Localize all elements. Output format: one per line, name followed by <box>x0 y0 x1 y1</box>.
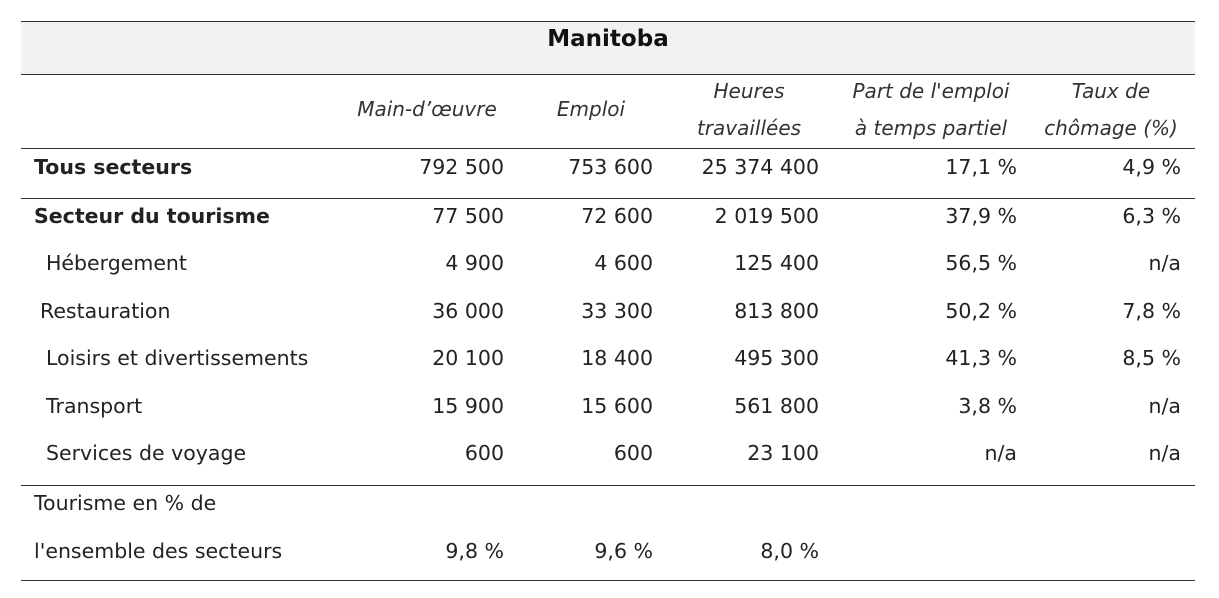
share-label-line1: Tourisme en % de <box>34 491 217 515</box>
header-hours-line1: Heures <box>713 79 785 103</box>
cell-hours: 495 300 <box>734 346 819 370</box>
cell-hours: 561 800 <box>734 394 819 418</box>
header-unemployment-line1: Taux de <box>1071 79 1151 103</box>
cell-hours: 813 800 <box>734 299 819 323</box>
header-hours-line2: travaillées <box>696 116 802 140</box>
cell-labor-force: 20 100 <box>432 346 504 370</box>
section-rule <box>21 198 1195 199</box>
cell-hours: 2 019 500 <box>714 204 819 228</box>
row-label-tourism-sector: Secteur du tourisme <box>34 204 270 228</box>
cell-employment: 33 300 <box>581 299 653 323</box>
cell-employment: 15 600 <box>581 394 653 418</box>
cell-labor-force: 77 500 <box>432 204 504 228</box>
cell-hours: 25 374 400 <box>701 155 819 179</box>
cell-part-time: n/a <box>984 441 1017 465</box>
header-part-time-line2: à temps partiel <box>854 116 1008 140</box>
header-part-time-line1: Part de l'emploi <box>852 79 1010 103</box>
row-label-transport: Transport <box>46 394 143 418</box>
cell-part-time: 50,2 % <box>945 299 1017 323</box>
share-label-line2: l'ensemble des secteurs <box>34 539 283 563</box>
cell-labor-force: 15 900 <box>432 394 504 418</box>
row-label-recreation: Loisirs et divertissements <box>46 346 309 370</box>
cell-part-time: 3,8 % <box>958 394 1017 418</box>
row-label-food-services: Restauration <box>40 299 171 323</box>
cell-hours: 23 100 <box>747 441 819 465</box>
cell-part-time: 56,5 % <box>945 251 1017 275</box>
bottom-rule <box>21 580 1195 581</box>
cell-unemployment: 7,8 % <box>1122 299 1181 323</box>
cell-employment: 72 600 <box>581 204 653 228</box>
cell-unemployment: 6,3 % <box>1122 204 1181 228</box>
cell-labor-force: 600 <box>464 441 504 465</box>
cell-unemployment: n/a <box>1148 251 1181 275</box>
cell-hours: 125 400 <box>734 251 819 275</box>
cell-unemployment: 8,5 % <box>1122 346 1181 370</box>
row-label-accommodation: Hébergement <box>46 251 187 275</box>
header-rule <box>21 148 1195 149</box>
share-hours: 8,0 % <box>760 539 819 563</box>
cell-labor-force: 36 000 <box>432 299 504 323</box>
header-unemployment-line2: chômage (%) <box>1044 116 1178 140</box>
share-employment: 9,6 % <box>594 539 653 563</box>
row-label-travel-services: Services de voyage <box>46 441 247 465</box>
header-labor-force: Main-d’œuvre <box>357 97 497 121</box>
table-title: Manitoba <box>547 26 669 52</box>
cell-labor-force: 792 500 <box>419 155 504 179</box>
row-label-all-sectors: Tous secteurs <box>34 155 193 179</box>
cell-part-time: 37,9 % <box>945 204 1017 228</box>
cell-employment: 600 <box>613 441 653 465</box>
header-employment: Emploi <box>556 97 626 121</box>
cell-unemployment: n/a <box>1148 441 1181 465</box>
cell-employment: 4 600 <box>594 251 653 275</box>
cell-unemployment: 4,9 % <box>1122 155 1181 179</box>
cell-employment: 18 400 <box>581 346 653 370</box>
cell-part-time: 17,1 % <box>945 155 1017 179</box>
share-labor-force: 9,8 % <box>445 539 504 563</box>
cell-labor-force: 4 900 <box>445 251 504 275</box>
share-rule <box>21 485 1195 486</box>
cell-part-time: 41,3 % <box>945 346 1017 370</box>
cell-unemployment: n/a <box>1148 394 1181 418</box>
cell-employment: 753 600 <box>568 155 653 179</box>
